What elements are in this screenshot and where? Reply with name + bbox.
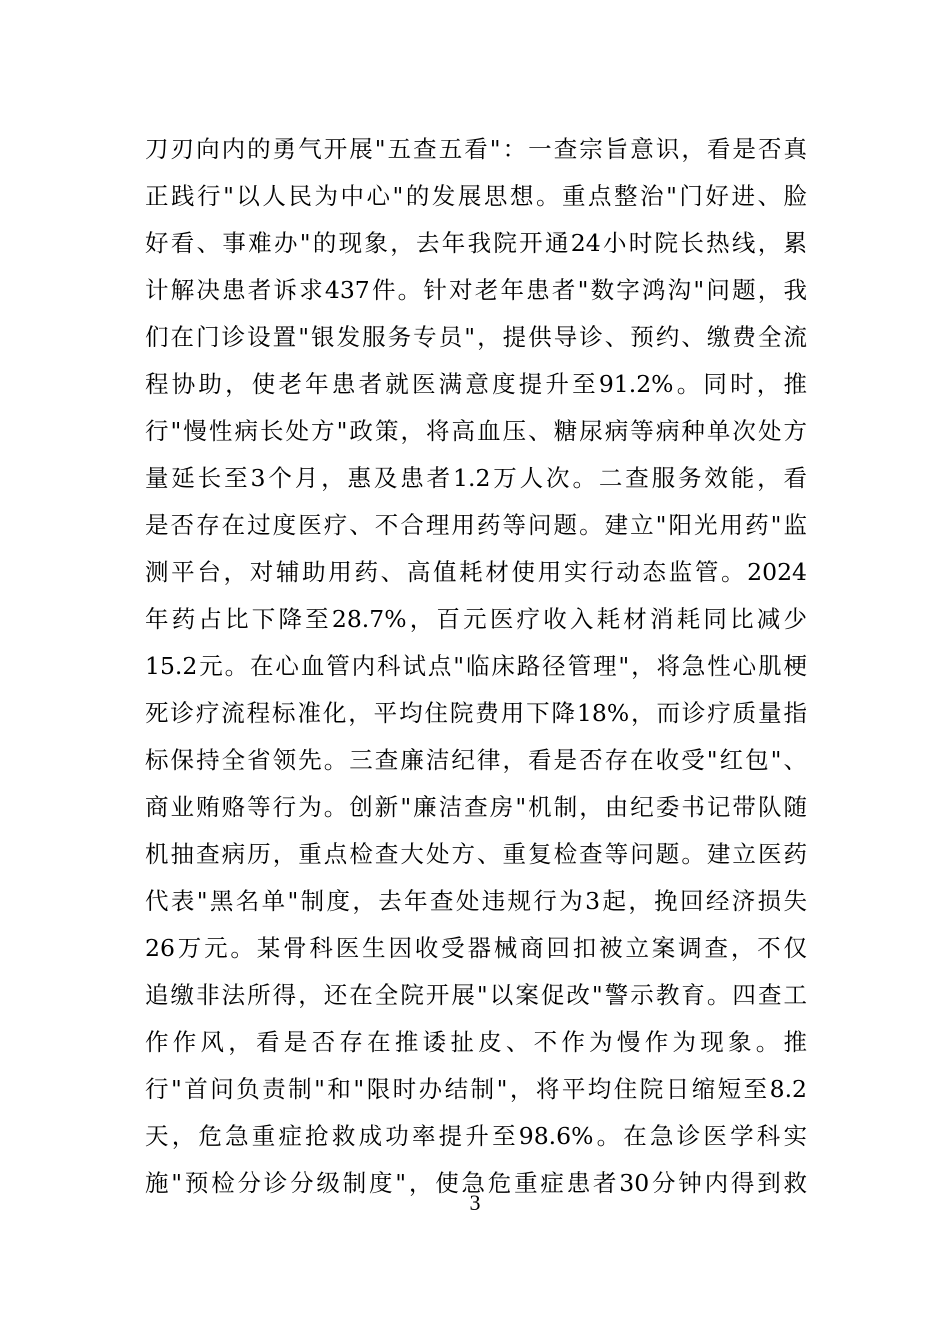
- text-line: 程协助，使老年患者就医满意度提升至91.2%。同时，推: [145, 370, 807, 398]
- text-line: 天，危急重症抢救成功率提升至98.6%。在急诊医学科实: [145, 1122, 807, 1150]
- text-line: 好看、事难办"的现象，去年我院开通24小时院长热线，累: [145, 229, 807, 257]
- text-line: 行"慢性病长处方"政策，将高血压、糖尿病等病种单次处方: [145, 417, 807, 445]
- text-line: 正践行"以人民为中心"的发展思想。重点整治"门好进、脸: [145, 182, 807, 210]
- text-line: 26万元。某骨科医生因收受器械商回扣被立案调查，不仅: [145, 934, 807, 962]
- text-line: 是否存在过度医疗、不合理用药等问题。建立"阳光用药"监: [145, 511, 807, 539]
- text-line: 测平台，对辅助用药、高值耗材使用实行动态监管。2024: [145, 558, 807, 586]
- text-line: 作作风，看是否存在推诿扯皮、不作为慢作为现象。推: [145, 1028, 807, 1056]
- text-line: 代表"黑名单"制度，去年查处违规行为3起，挽回经济损失: [145, 887, 807, 915]
- text-line: 计解决患者诉求437件。针对老年患者"数字鸿沟"问题，我: [145, 276, 807, 304]
- text-line: 年药占比下降至28.7%，百元医疗收入耗材消耗同比减少: [145, 605, 807, 633]
- text-line: 们在门诊设置"银发服务专员"，提供导诊、预约、缴费全流: [145, 323, 807, 351]
- text-line: 施"预检分诊分级制度"，使急危重症患者30分钟内得到救: [145, 1169, 807, 1197]
- text-line: 标保持全省领先。三查廉洁纪律，看是否存在收受"红包"、: [145, 746, 807, 774]
- text-line: 刀刃向内的勇气开展"五查五看"：一查宗旨意识，看是否真: [145, 135, 807, 163]
- text-line: 机抽查病历，重点检查大处方、重复检查等问题。建立医药: [145, 840, 807, 868]
- page-number: 3: [469, 1190, 481, 1215]
- text-line: 15.2元。在心血管内科试点"临床路径管理"，将急性心肌梗: [145, 652, 807, 680]
- text-line: 追缴非法所得，还在全院开展"以案促改"警示教育。四查工: [145, 981, 807, 1009]
- body-text: [145, 126, 807, 1207]
- text-line: 量延长至3个月，惠及患者1.2万人次。二查服务效能，看: [145, 464, 807, 492]
- text-line: 死诊疗流程标准化，平均住院费用下降18%，而诊疗质量指: [145, 699, 807, 727]
- text-line: 商业贿赂等行为。创新"廉洁查房"机制，由纪委书记带队随: [145, 793, 807, 821]
- text-line: 行"首问负责制"和"限时办结制"，将平均住院日缩短至8.2: [145, 1075, 807, 1103]
